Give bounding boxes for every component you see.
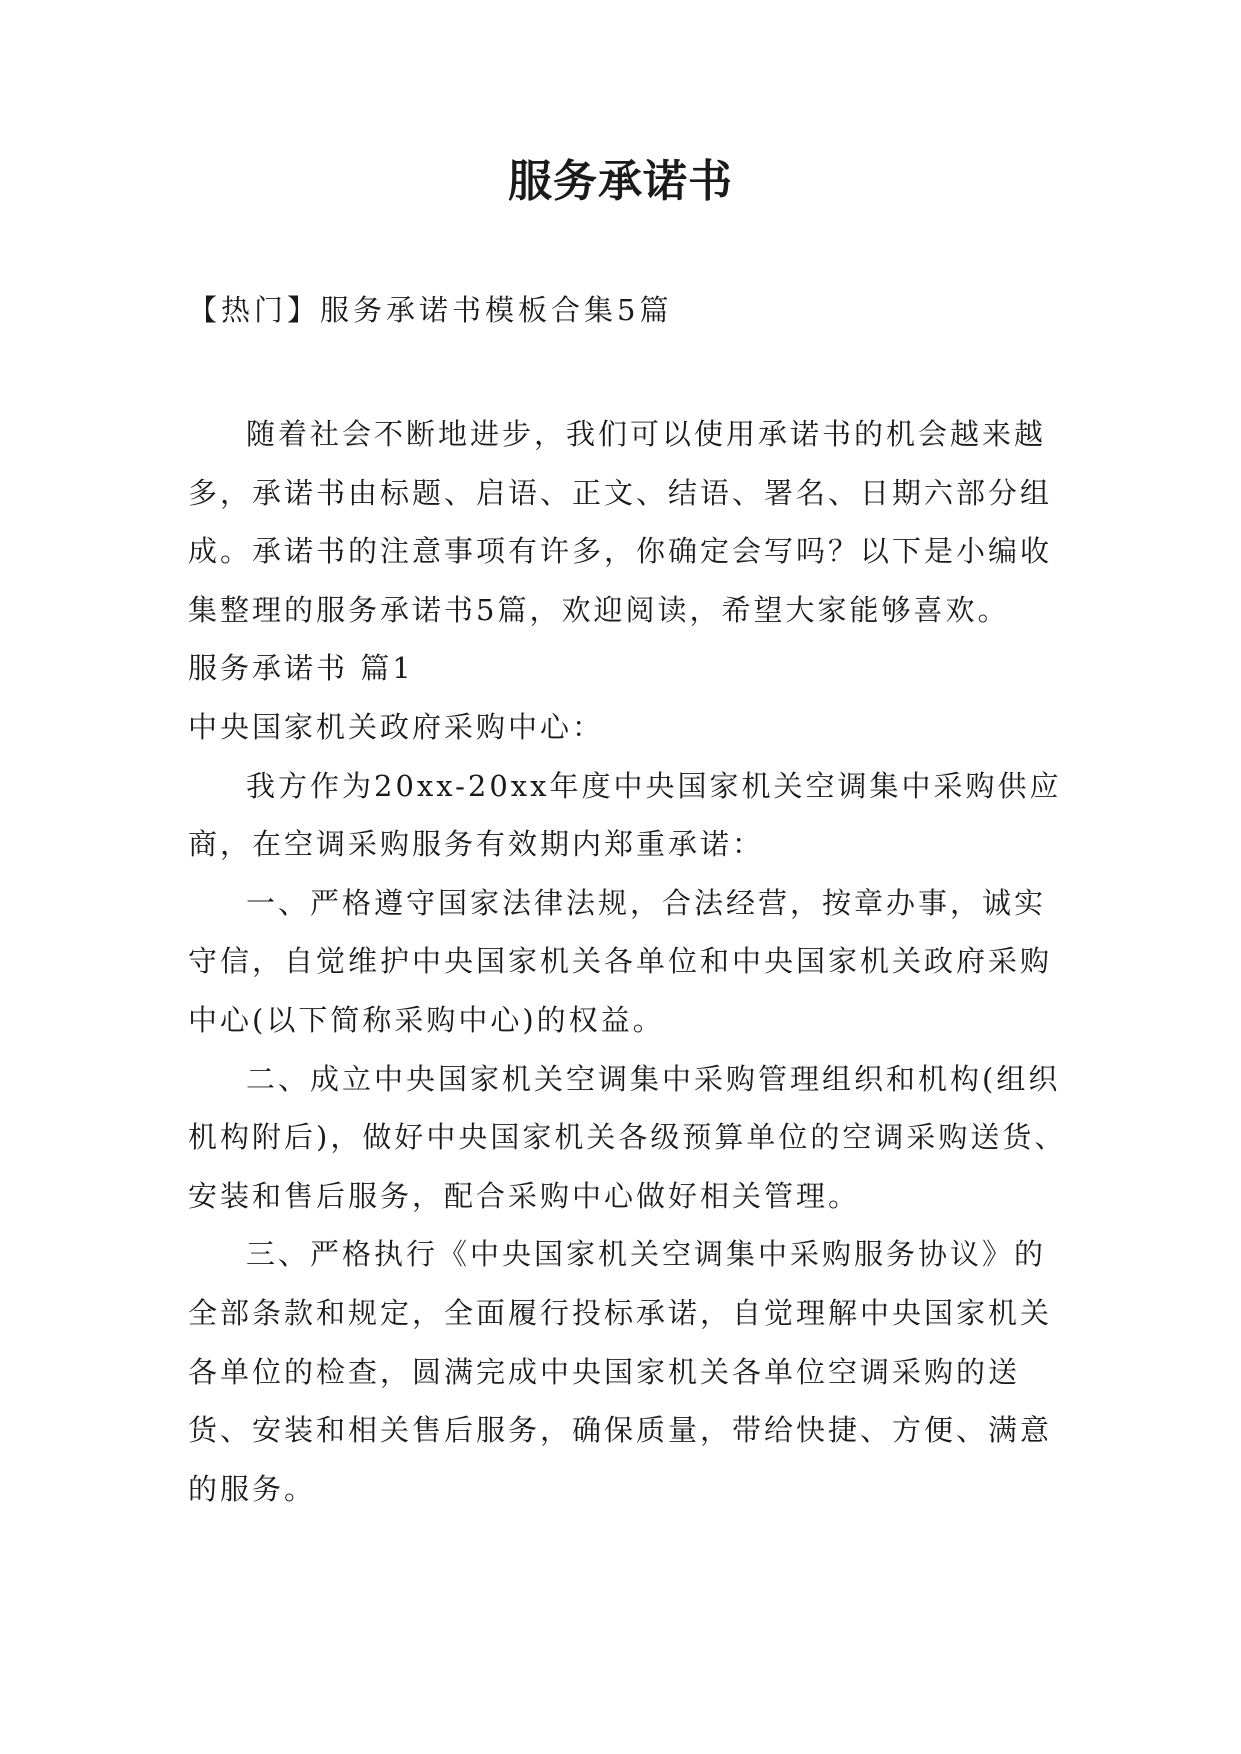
document-subtitle: 【热门】服务承诺书模板合集5篇 bbox=[188, 293, 673, 327]
document-title: 服务承诺书 bbox=[508, 156, 733, 207]
document-body bbox=[188, 405, 1068, 1518]
salutation: 中央国家机关政府采购中心： bbox=[188, 709, 605, 744]
body-paragraph: 二、成立中央国家机关空调集中采购管理组织和机构(组织机构附后)，做好中央国家机关各级预算单位的空调采购送货、安装和售后服务，配合采购中心做好相关管理。 bbox=[188, 1061, 1067, 1213]
body-paragraph: 我方作为20xx-20xx年度中央国家机关空调集中采购供应商，在空调采购服务有效期内郑重承诺： bbox=[188, 768, 1062, 862]
section-heading: 服务承诺书 篇1 bbox=[188, 651, 414, 686]
body-paragraph: 三、严格执行《中央国家机关空调集中采购服务协议》的全部条款和规定，全面履行投标承诺，自觉理解中央国家机关各单位的检查，圆满完成中央国家机关各单位空调采购的送货、安装和相关售后服务，确保质量，带给快捷、方便、满意的服务。 bbox=[188, 1237, 1053, 1506]
body-paragraph: 一、严格遵守国家法律法规，合法经营，按章办事，诚实守信，自觉维护中央国家机关各单位和中央国家机关政府采购中心(以下简称采购中心)的权益。 bbox=[188, 885, 1053, 1037]
intro-paragraph: 随着社会不断地进步，我们可以使用承诺书的机会越来越多，承诺书由标题、启语、正文、结语、署名、日期六部分组成。承诺书的注意事项有许多，你确定会写吗？以下是小编收集整理的服务承诺书5篇，欢迎阅读，希望大家能够喜欢。 bbox=[188, 417, 1053, 627]
